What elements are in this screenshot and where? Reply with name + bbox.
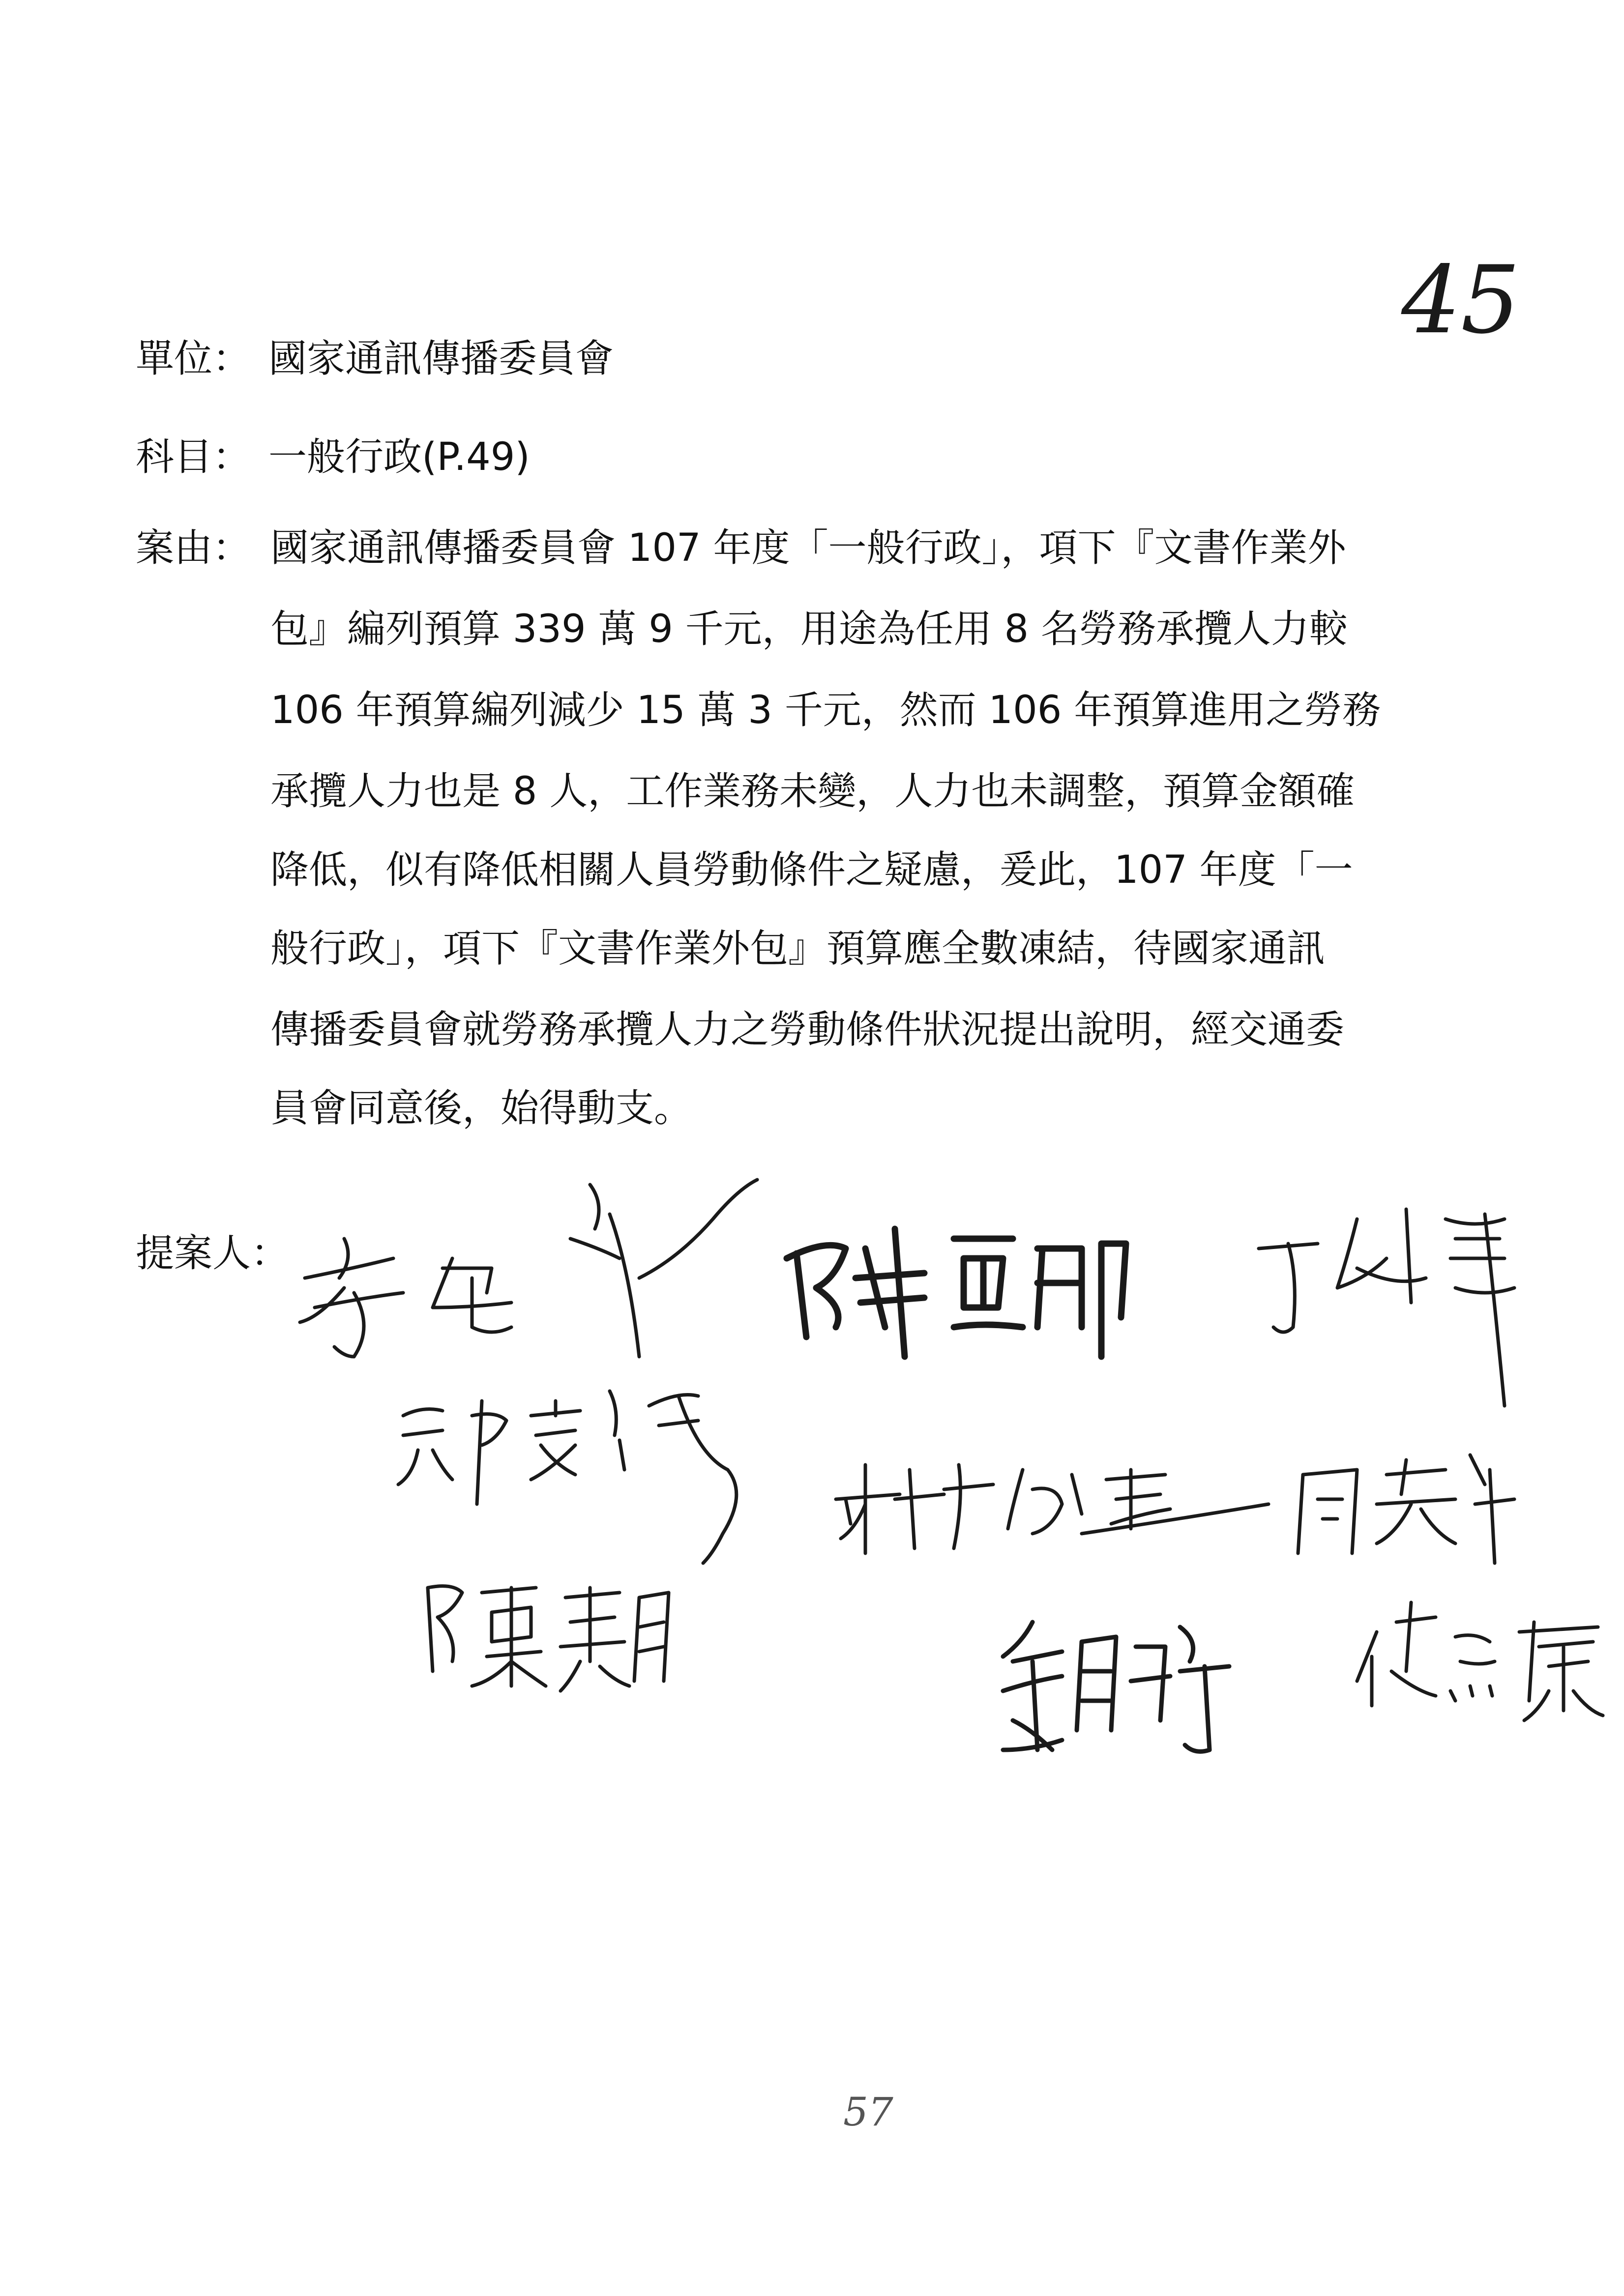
reason-line: 106 年預算編列減少 15 萬 3 千元，然而 106 年預算進用之勞務 <box>270 688 1381 732</box>
proposer-label: 提案人： <box>136 1231 290 1276</box>
reason-line: 員會同意後，始得動支。 <box>270 1086 693 1131</box>
signature-4 <box>398 1391 737 1563</box>
subject-value: 一般行政(P.49) <box>268 435 530 479</box>
signature-6 <box>428 1586 669 1691</box>
reason-line: 包』編列預算 339 萬 9 千元，用途為任用 8 名勞務承攬人力較 <box>270 607 1348 651</box>
reason-line: 降低，似有降低相關人員勞動條件之疑慮，爰此，107 年度「一 <box>270 848 1353 892</box>
subject-label: 科目： <box>136 435 251 479</box>
unit-label: 單位： <box>136 337 251 381</box>
reason-label: 案由： <box>136 526 251 570</box>
signature-1 <box>300 1180 757 1357</box>
reason-line: 承攬人力也是 8 人，工作業務未變，人力也未調整，預算金額確 <box>270 769 1355 814</box>
signature-2 <box>787 1229 1126 1357</box>
reason-line: 般行政」，項下『文書作業外包』預算應全數凍結，待國家通訊 <box>270 927 1326 971</box>
reason-line: 傳播委員會就勞務承攬人力之勞動條件狀況提出說明，經交通委 <box>270 1008 1345 1052</box>
signature-7 <box>1003 1622 1229 1751</box>
handwritten-page-number-top: 45 <box>1401 246 1520 354</box>
signature-3 <box>1259 1209 1514 1406</box>
unit-value: 國家通訊傳播委員會 <box>268 337 614 381</box>
signature-8 <box>1357 1602 1603 1720</box>
reason-line: 國家通訊傳播委員會 107 年度「一般行政」，項下『文書作業外 <box>270 526 1346 570</box>
signature-5 <box>836 1455 1514 1563</box>
handwritten-page-number-bottom: 57 <box>843 2089 893 2135</box>
